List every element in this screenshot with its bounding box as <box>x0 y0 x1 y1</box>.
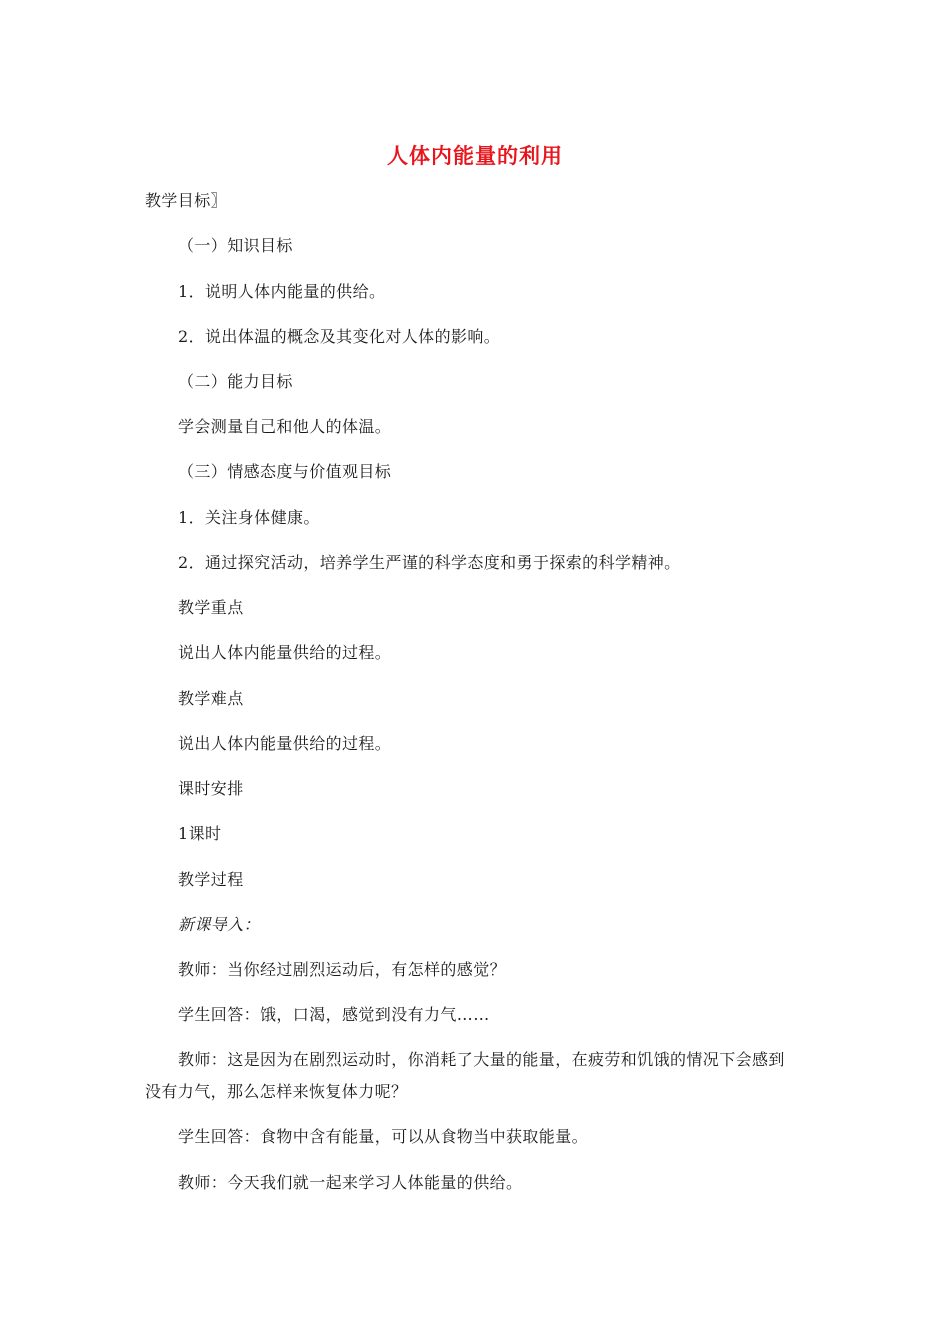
text-line: 说出人体内能量供给的过程。 <box>178 734 392 753</box>
subheading-ability: （二）能力目标 <box>178 372 293 391</box>
dialogue-line: 教师：今天我们就一起来学习人体能量的供给。 <box>178 1173 523 1192</box>
text-line: 说出人体内能量供给的过程。 <box>178 643 392 662</box>
text-line: 1．说明人体内能量的供给。 <box>178 282 386 301</box>
dialogue-line: 教师：当你经过剧烈运动后，有怎样的感觉？ <box>178 960 507 979</box>
section-heading-schedule: 课时安排 <box>178 779 244 798</box>
text-line: 1课时 <box>178 824 222 843</box>
subheading-attitude: （三）情感态度与价值观目标 <box>178 462 392 481</box>
subheading-intro: 新课导入： <box>178 915 261 934</box>
text-line: 1．关注身体健康。 <box>178 508 320 527</box>
dialogue-line: 教师：这是因为在剧烈运动时，你消耗了大量的能量，在疲劳和饥饿的情况下会感到 <box>178 1050 785 1069</box>
section-heading-key-point: 教学重点 <box>178 598 244 617</box>
subheading-knowledge: （一）知识目标 <box>178 236 293 255</box>
section-heading-process: 教学过程 <box>178 870 244 889</box>
section-heading-difficulty: 教学难点 <box>178 689 244 708</box>
dialogue-line: 学生回答：饿，口渴，感觉到没有力气…… <box>178 1005 490 1024</box>
text-line: 2．通过探究活动，培养学生严谨的科学态度和勇于探索的科学精神。 <box>178 553 681 572</box>
dialogue-line-continued: 没有力气，那么怎样来恢复体力呢？ <box>145 1082 408 1101</box>
text-line: 2．说出体温的概念及其变化对人体的影响。 <box>178 327 501 346</box>
document-title: 人体内能量的利用 <box>387 144 563 168</box>
section-heading-objectives: 教学目标〗 <box>145 191 228 210</box>
text-line: 学会测量自己和他人的体温。 <box>178 417 392 436</box>
dialogue-line: 学生回答：食物中含有能量，可以从食物当中获取能量。 <box>178 1127 589 1146</box>
